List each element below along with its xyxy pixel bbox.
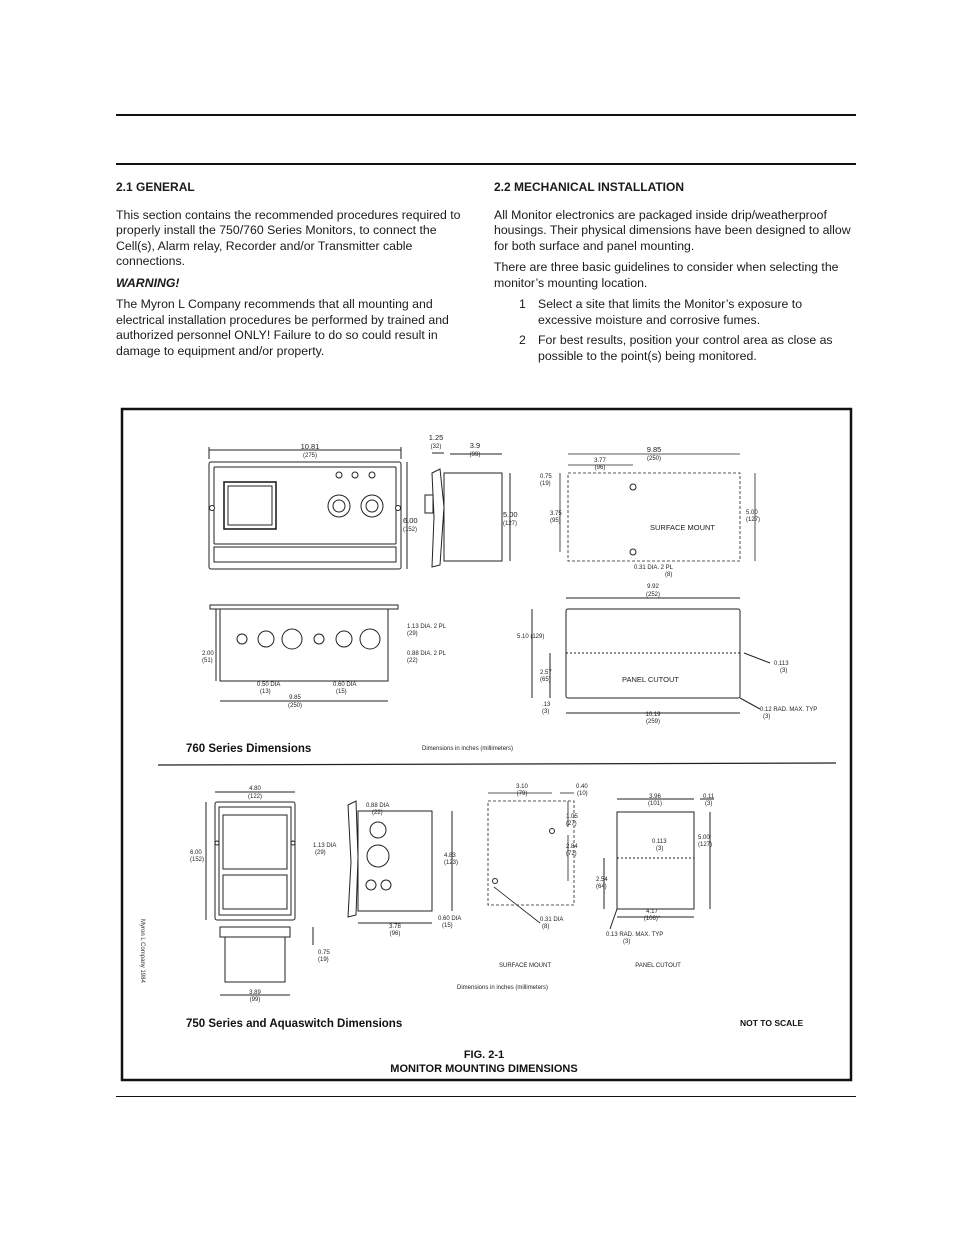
surface-mount-label: SURFACE MOUNT [650,523,716,532]
dim-label: (10) [577,791,588,797]
panel-cutout-label: PANEL CUTOUT [622,675,679,684]
figure-750-title: 750 Series and Aquaswitch Dimensions [186,1018,403,1030]
dim-label: 2.57 [540,670,552,676]
dim-label: (15) [442,923,453,929]
dim-label: (259) [645,719,661,725]
dim-label: 10.19 [645,712,661,718]
figure-750-units: Dimensions in inches (millimeters) [457,985,549,991]
figure-760-units: Dimensions in inches (millimeters) [422,746,514,752]
left-column [116,180,474,365]
dim-label: (19) [540,481,551,487]
dim-label: (32) [430,444,442,450]
dim-label: (22) [372,810,383,816]
dim-label: 9.85 [646,445,662,454]
dim-label: 5.10 (129) [517,634,545,640]
mechanical-paragraph-1: All Monitor electronics are packaged inside drip/weatherproof housings. Their physical dimensions have been designed to allow for both surface and panel mounting. [494,207,851,253]
dim-label: (29) [407,631,418,637]
dim-label: (79) [516,791,528,797]
copyright-text: Myron L Company 1984 [139,919,145,983]
dim-label: (3) [542,709,550,715]
dim-label: (95) [550,518,561,524]
dim-label: 3.96 [649,794,661,800]
dim-label: (29) [315,850,326,856]
list-text: Select a site that limits the Monitor’s exposure to excessive moisture and corrosive fumes. [538,297,803,327]
dim-label: (127) [698,842,713,848]
dim-label: (19) [318,957,329,963]
dim-label: 1.13 DIA [313,843,337,849]
dim-label: (65) [540,677,551,683]
dim-label: (3) [656,846,664,852]
dim-label: (27) [566,821,577,827]
dim-label: 2.54 [596,877,608,883]
dim-label: 0.11 [703,794,715,800]
dim-label: 5.00 [698,835,710,841]
dim-label: 0.50 DIA [257,682,281,688]
warning-paragraph: The Myron L Company recommends that all mounting and electrical installation procedures be performed by trained and authorized personnel ONLY! Failure to do so could result in damage to equipment and/or property. [116,297,449,358]
list-item [494,333,856,364]
dim-label: 0.113 [652,839,667,845]
dim-label: 3.75 [550,511,562,517]
figure-caption: MONITOR MOUNTING DIMENSIONS [390,1063,578,1075]
list-number: 2 [519,333,526,347]
list-text: For best results, position your control area as close as possible to the point(s) being monitored. [538,333,833,363]
dim-label: (15) [336,689,347,695]
dim-label: 3.78 [389,924,401,930]
dim-label: 0.60 DIA [333,682,357,688]
dim-label: 4.83 [444,853,456,859]
section-rule [116,163,856,165]
figure-monitor-dimensions [120,407,853,1082]
dim-label: (13) [260,689,271,695]
section-heading-general: 2.1 GENERAL [116,180,195,194]
dim-label: 0.60 DIA [438,916,462,922]
mechanical-paragraph-2: There are three basic guidelines to consider when selecting the monitor’s mounting location. [494,260,839,290]
dim-label: 6.00 [190,850,202,856]
dim-label: 0.13 RAD. MAX. TYP [606,932,664,938]
dim-label: (252) [645,592,661,598]
dim-label: (99) [469,452,481,458]
dim-label: .13 [542,702,551,708]
bottom-rule [116,1096,856,1097]
dim-label: (64) [596,884,607,890]
dim-label: 0.75 [318,950,330,956]
dim-label: 2.00 [202,651,214,657]
dim-label: 0.31 DIA [540,917,564,923]
dim-label: 5.00 [503,510,518,519]
dim-label: 0.12 RAD. MAX. TYP [760,707,818,713]
surface-mount-label: SURFACE MOUNT [498,963,552,969]
dim-label: (250) [646,456,662,462]
list-number: 1 [519,297,526,311]
dim-label: 10.81 [300,442,320,451]
dim-label: (275) [302,453,318,459]
dim-label: (51) [202,658,213,664]
dim-label: (8) [665,572,673,578]
dim-label: 4.17 [646,909,658,915]
warning-label: WARNING! [116,275,180,290]
dim-label: 6.00 [403,516,418,525]
dim-label: 3.89 [249,990,261,996]
dim-label: 1.05 [566,814,578,820]
dim-label: 0.31 DIA. 2 PL [634,565,674,571]
dim-label: (96) [594,465,606,471]
dim-label: (127) [503,521,518,527]
dim-label: (152) [190,857,205,863]
dim-label: 3.77 [594,458,606,464]
not-to-scale-label: NOT TO SCALE [740,1018,804,1028]
dim-label: 1.13 DIA. 2 PL [407,624,447,630]
dim-label: 0.40 [576,784,588,790]
dim-label: 9.85 [289,695,301,701]
dim-label: (122) [247,794,263,800]
dim-label: (127) [746,517,761,523]
dim-label: 4.80 [249,786,261,792]
figure-number: FIG. 2-1 [463,1049,505,1061]
dim-label: (22) [407,658,418,664]
dim-label: 0.88 DIA. 2 PL [407,651,447,657]
dim-label: (99) [249,997,261,1003]
list-item [494,297,856,328]
dim-label: 9.92 [647,584,659,590]
dim-label: (3) [763,714,771,720]
section-heading-mechanical: 2.2 MECHANICAL INSTALLATION [494,180,685,194]
figure-760-title: 760 Series Dimensions [186,743,312,755]
dim-label: (152) [403,527,418,533]
dim-label: 0.75 [540,474,552,480]
dim-label: 1.25 [428,433,444,442]
dim-label: (96) [389,931,401,937]
dim-label: (3) [705,801,713,807]
top-rule [116,114,856,116]
dim-label: 3.9 [469,441,481,450]
dim-label: 2.84 [566,844,578,850]
dim-label: (72) [566,851,577,857]
general-paragraph: This section contains the recommended procedures required to properly install the 750/760 Series Monitors, to connect the Cell(s), Alarm relay, Recorder and/or Transmitter cable connections. [116,207,461,268]
dim-label: (8) [542,924,550,930]
dim-label: 3.10 [516,784,528,790]
dim-label: 0.113 [774,661,789,667]
dim-label: (3) [623,939,631,945]
dim-label: (101) [647,801,663,807]
dim-label: (250) [287,703,303,709]
panel-cutout-label: PANEL CUTOUT [635,963,681,969]
dim-label: 5.00 [746,510,758,516]
dim-label: (123) [444,860,459,866]
right-column [494,180,856,369]
dim-label: 0.88 DIA [366,803,390,809]
dim-label: (3) [780,668,788,674]
dim-label: (106)* [643,916,661,922]
